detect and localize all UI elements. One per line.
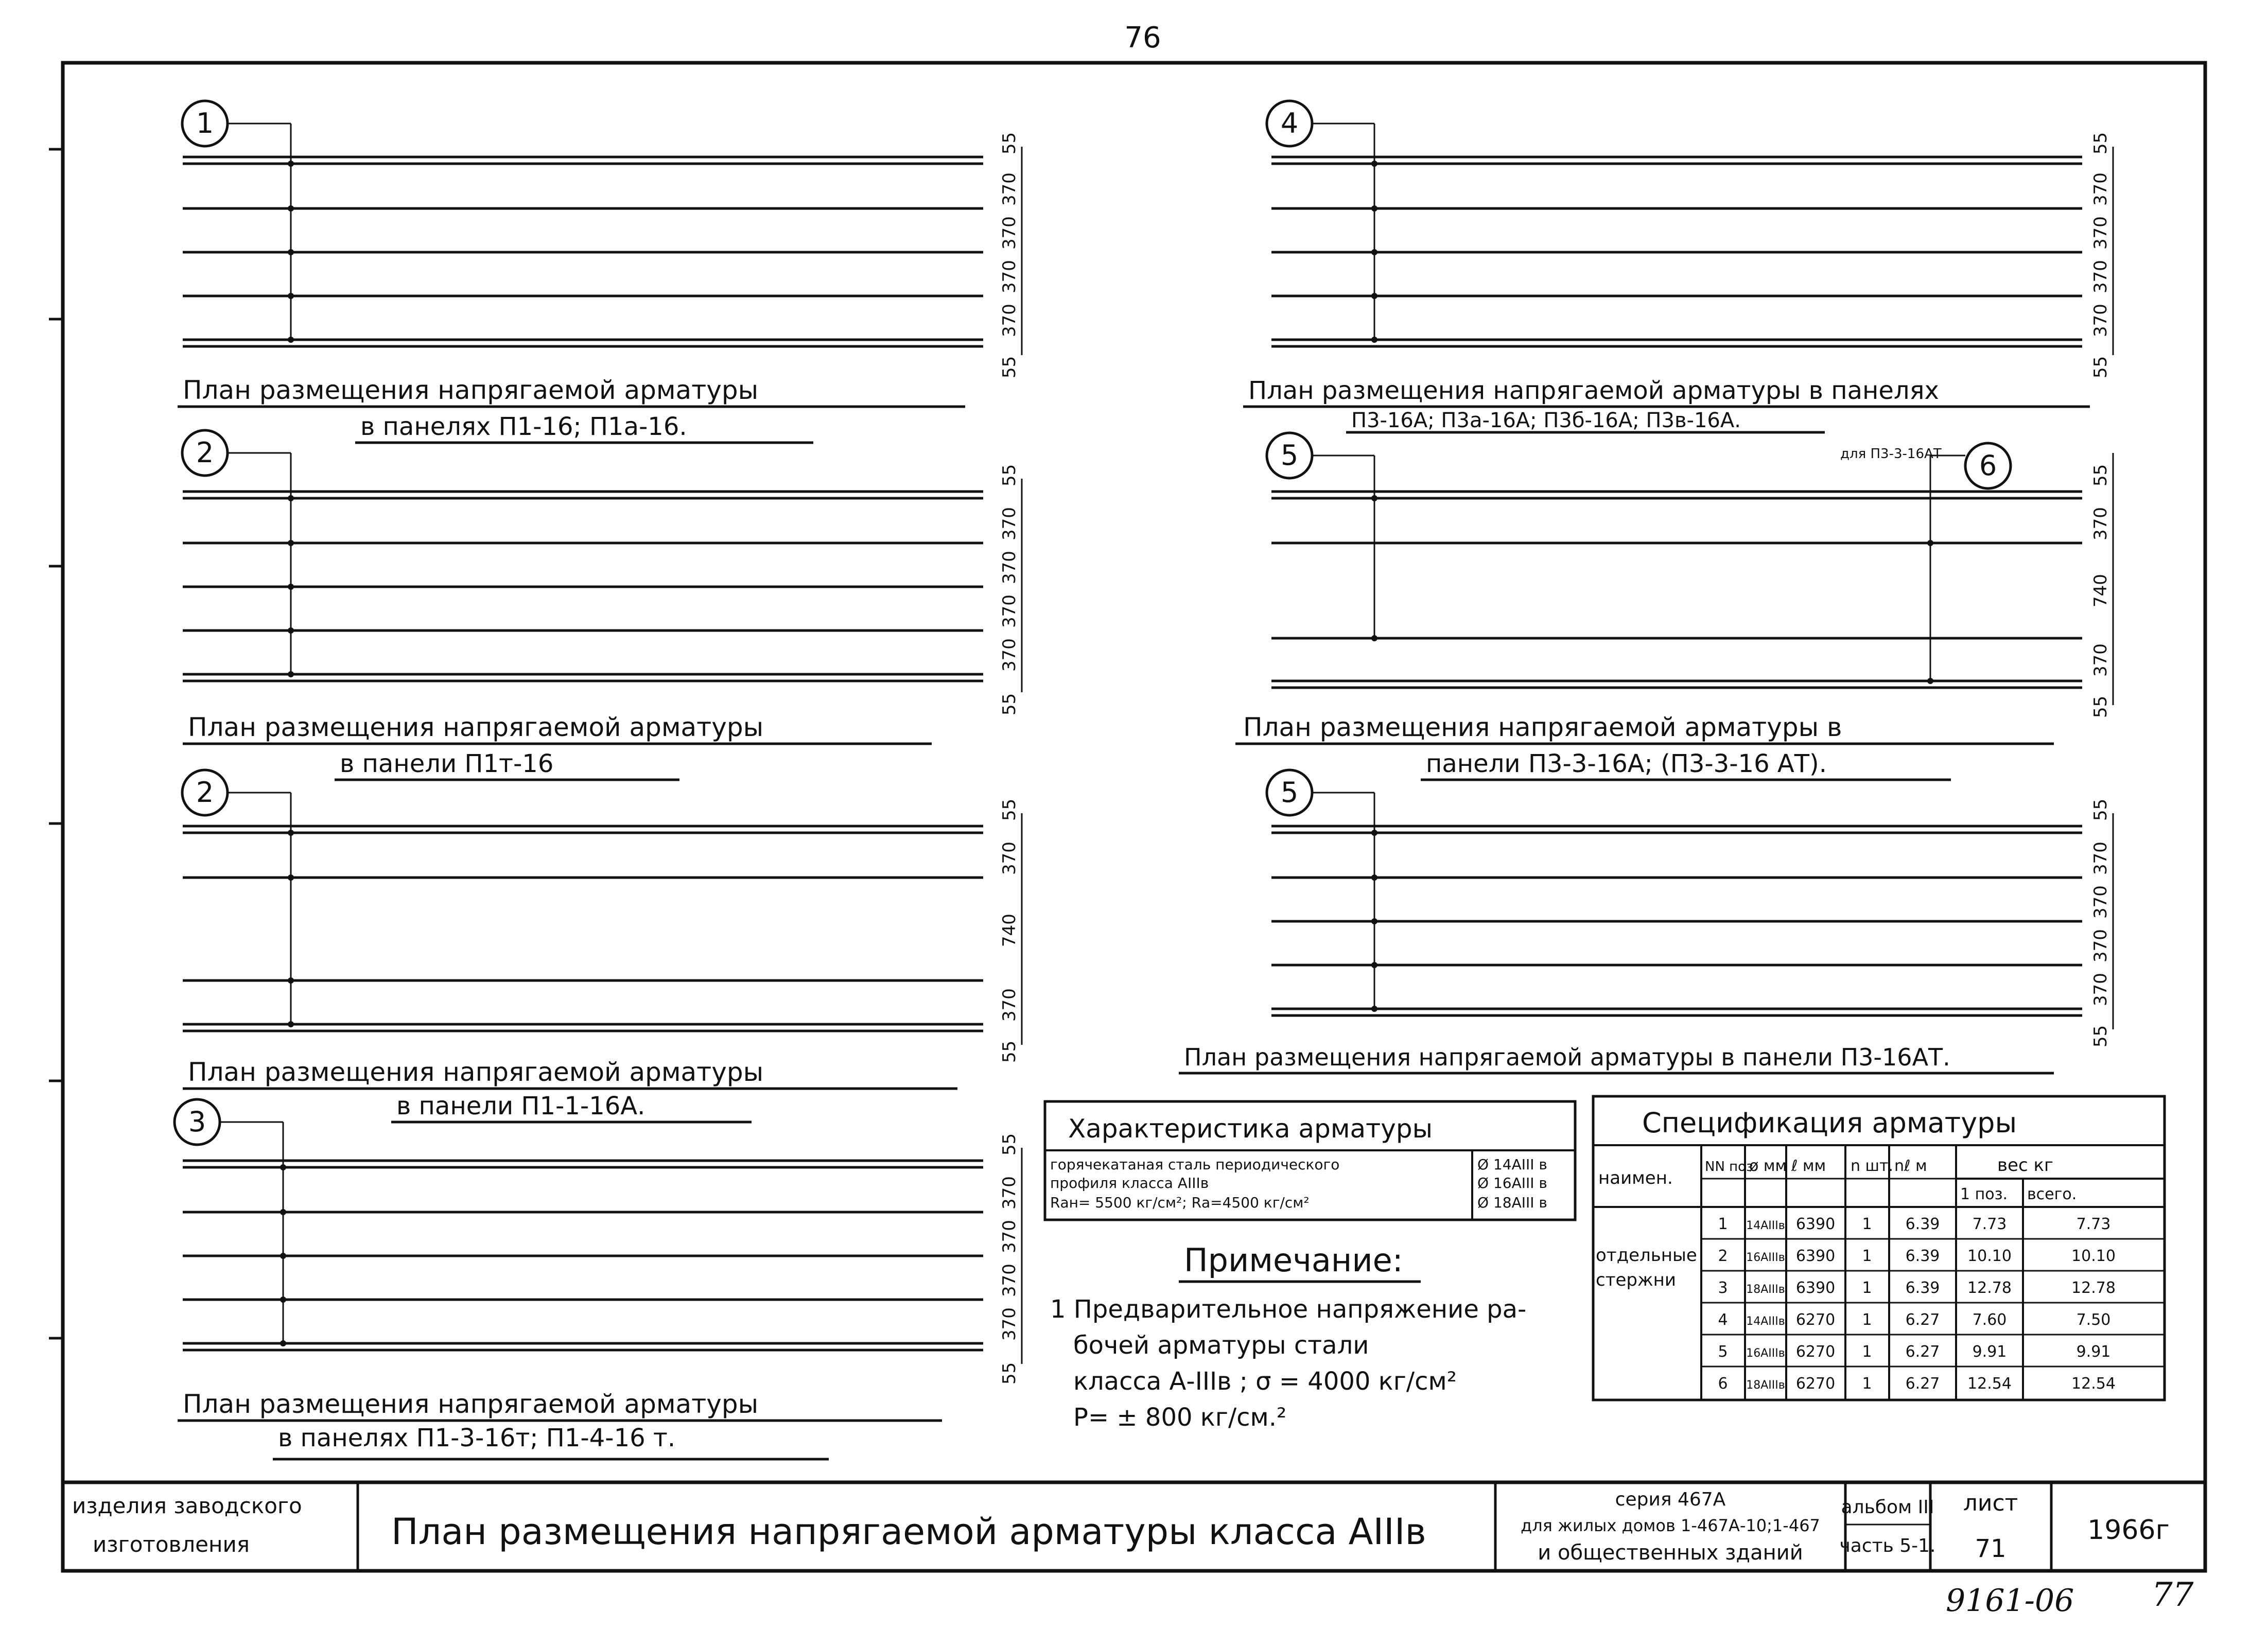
dim-label: 55: [2090, 356, 2111, 378]
characteristics-table: [1045, 1101, 1575, 1220]
spec-cell-dia: 16АIIIв: [1746, 1347, 1785, 1360]
characteristics-line: Rан= 5500 кг/см²; Rа=4500 кг/см²: [1050, 1194, 1310, 1211]
plan-5-caption-line-2: П3-16А; П3а-16А; П3б-16А; П3в-16А.: [1351, 409, 1741, 432]
spec-cell-pos: 2: [1718, 1247, 1728, 1265]
plan-3-caption-line-1: План размещения напрягаемой арматуры: [188, 1057, 764, 1087]
specification-table: [1593, 1096, 2165, 1400]
spec-cell-w1: 7.73: [1972, 1215, 2007, 1233]
dim-label: 55: [999, 1040, 1020, 1063]
dim-label: 370: [999, 507, 1020, 540]
dim-label: 740: [2090, 574, 2111, 607]
spec-cell-n: 1: [1862, 1311, 1872, 1329]
spec-cell-n: 1: [1862, 1215, 1872, 1233]
dim-label: 370: [999, 304, 1020, 337]
plan-6-caption-line-2: панели П3-3-16А; (П3-3-16 АТ).: [1426, 749, 1827, 778]
dim-label: 370: [999, 1307, 1020, 1341]
position-marker-2-label: 2: [196, 436, 214, 469]
header-name: наимен.: [1598, 1168, 1673, 1188]
plan-1: [178, 101, 1022, 443]
dim-label: 55: [999, 693, 1020, 715]
marker-6-note: для П3-3-16АТ: [1840, 446, 1942, 462]
note-block: [1050, 1241, 1526, 1432]
spec-cell-dia: 14АIIIв: [1746, 1219, 1785, 1232]
plan-3-caption-line-2: в панели П1-1-16А.: [396, 1092, 645, 1120]
dim-label: 55: [999, 798, 1020, 821]
spec-cell-dia: 16АIIIв: [1746, 1251, 1785, 1264]
title-block-main: План размещения напрягаемой арматуры класса АIIIв: [391, 1511, 1426, 1553]
title-block-series-line-3: и общественных зданий: [1538, 1541, 1803, 1565]
dim-label: 370: [2090, 507, 2111, 540]
spec-cell-nl: 6.27: [1905, 1375, 1940, 1393]
dim-label: 370: [999, 1220, 1020, 1253]
dim-label: 55: [999, 1133, 1020, 1155]
dim-label: 55: [2090, 695, 2111, 718]
dim-label: 55: [999, 464, 1020, 486]
header-weight-one: 1 поз.: [1960, 1185, 2008, 1203]
plan-4-caption-line-1: План размещения напрягаемой арматуры: [183, 1389, 759, 1419]
plan-5-caption-line-1: План размещения напрягаемой арматуры в панелях: [1248, 376, 1939, 405]
spec-cell-w1: 9.91: [1972, 1343, 2007, 1361]
spec-cell-pos: 1: [1718, 1215, 1728, 1233]
title-block-sheet-label: лист: [1963, 1490, 2018, 1516]
spec-cell-wtot: 7.73: [2076, 1215, 2111, 1233]
dim-label: 370: [999, 1176, 1020, 1210]
position-marker-4-label: 4: [1280, 107, 1299, 139]
position-marker-1-label: 1: [196, 107, 214, 139]
dim-label: 370: [2090, 260, 2111, 293]
spec-cell-w1: 7.60: [1972, 1311, 2007, 1329]
plan-4: [175, 1099, 1022, 1459]
header-len: ℓ мм: [1791, 1157, 1826, 1175]
note-line: класса А-IIIв ; σ = 4000 кг/см²: [1073, 1367, 1457, 1396]
spec-cell-nl: 6.39: [1905, 1279, 1940, 1297]
characteristics-title: Характеристика арматуры: [1068, 1114, 1433, 1144]
dim-label: 370: [999, 1264, 1020, 1297]
spec-cell-len: 6390: [1795, 1215, 1836, 1233]
plan-2-caption-line-1: План размещения напрягаемой арматуры: [188, 712, 764, 742]
dim-label: 370: [2090, 216, 2111, 250]
position-marker-5-label: 5: [1280, 439, 1299, 471]
spec-cell-wtot: 10.10: [2071, 1247, 2116, 1265]
dim-label: 370: [2090, 973, 2111, 1006]
characteristics-diameter: Ø 16АIII в: [1477, 1175, 1547, 1192]
spec-cell-nl: 6.39: [1905, 1247, 1940, 1265]
spec-cell-wtot: 12.78: [2071, 1279, 2116, 1297]
note-line: P= ± 800 кг/см.²: [1073, 1403, 1287, 1432]
spec-cell-nl: 6.27: [1905, 1343, 1940, 1361]
header-count: n шт.: [1851, 1157, 1894, 1175]
dim-label: 55: [2090, 1025, 2111, 1047]
spec-cell-n: 1: [1862, 1375, 1872, 1393]
header-weight: вес кг: [1997, 1155, 2053, 1176]
spec-cell-w1: 12.78: [1967, 1279, 2012, 1297]
spec-cell-wtot: 7.50: [2076, 1311, 2111, 1329]
binding-ticks: [49, 149, 63, 1338]
plan-4-caption-line-2: в панелях П1-3-16т; П1-4-16 т.: [278, 1424, 676, 1452]
spec-cell-pos: 4: [1718, 1311, 1728, 1329]
spec-cell-len: 6270: [1795, 1375, 1836, 1393]
dim-label: 370: [2090, 929, 2111, 962]
spec-cell-pos: 6: [1718, 1375, 1728, 1393]
spec-cell-w1: 10.10: [1967, 1247, 2012, 1265]
dim-label: 370: [2090, 643, 2111, 677]
note-line: 1 Предварительное напряжение ра-: [1050, 1295, 1527, 1324]
spec-cell-dia: 18АIIIв: [1746, 1283, 1785, 1296]
dim-label: 370: [999, 216, 1020, 250]
header-nl: nℓ м: [1894, 1157, 1927, 1175]
page-number-bottom: 77: [2152, 1576, 2194, 1614]
spec-cell-dia: 18АIIIв: [1746, 1379, 1785, 1392]
spec-cell-len: 6270: [1795, 1311, 1836, 1329]
title-block-year: 1966г: [2087, 1515, 2170, 1546]
position-marker-3-label: 3: [188, 1106, 206, 1138]
spec-cell-len: 6390: [1795, 1279, 1836, 1297]
dim-label: 370: [999, 551, 1020, 584]
spec-cell-dia: 14АIIIв: [1746, 1315, 1785, 1328]
position-marker-2b-label: 2: [196, 776, 214, 809]
plan-5: [1243, 101, 2113, 432]
dim-label: 370: [999, 172, 1020, 206]
title-block-series-line-2: для жилых домов 1-467А-10;1-467: [1521, 1516, 1820, 1535]
dim-label: 55: [2090, 798, 2111, 821]
dim-label: 370: [2090, 842, 2111, 875]
dim-label: 55: [2090, 132, 2111, 154]
characteristics-line: профиля класса АIIIв: [1050, 1175, 1209, 1192]
spec-cell-pos: 3: [1718, 1279, 1728, 1297]
plan-7: [1179, 770, 2113, 1073]
plan-7-caption: План размещения напрягаемой арматуры в панели П3-16АТ.: [1184, 1043, 1950, 1071]
group-label: отдельные стержни: [1596, 1245, 1697, 1290]
plan-6: [1235, 433, 2113, 780]
spec-cell-wtot: 9.91: [2076, 1343, 2111, 1361]
title-block-left-line-2: изготовления: [93, 1532, 250, 1557]
spec-cell-wtot: 12.54: [2071, 1375, 2116, 1393]
title-block-sheet-number: 71: [1975, 1534, 2007, 1563]
note-title: Примечание:: [1184, 1241, 1403, 1279]
spec-cell-n: 1: [1862, 1343, 1872, 1361]
position-marker-5b-label: 5: [1280, 776, 1299, 809]
spec-cell-len: 6390: [1795, 1247, 1836, 1265]
spec-cell-n: 1: [1862, 1247, 1872, 1265]
plan-3: [182, 770, 1022, 1122]
dim-label: 370: [999, 988, 1020, 1022]
dim-label: 370: [2090, 304, 2111, 337]
dim-label: 55: [999, 132, 1020, 154]
title-block-series-line-1: серия 467А: [1615, 1489, 1726, 1510]
spec-cell-nl: 6.39: [1905, 1215, 1940, 1233]
dim-label: 370: [2090, 885, 2111, 919]
dim-label: 55: [999, 356, 1020, 378]
dim-label: 55: [999, 1362, 1020, 1385]
dim-label: 370: [999, 842, 1020, 875]
spec-cell-nl: 6.27: [1905, 1311, 1940, 1329]
position-marker-6-label: 6: [1979, 449, 1997, 482]
title-block-left-line-1: изделия заводского: [72, 1493, 302, 1518]
title-block-album: альбом III: [1841, 1497, 1934, 1518]
page-number-top: 76: [1124, 21, 1161, 55]
characteristics-diameter: Ø 14АIII в: [1477, 1156, 1547, 1173]
spec-cell-n: 1: [1862, 1279, 1872, 1297]
dim-label: 370: [2090, 172, 2111, 206]
spec-cell-pos: 5: [1718, 1343, 1728, 1361]
dim-label: 370: [999, 260, 1020, 293]
spec-cell-w1: 12.54: [1967, 1375, 2012, 1393]
header-dia: ø мм: [1749, 1157, 1787, 1175]
title-block-part: часть 5-1.: [1839, 1535, 1936, 1556]
specification-title: Спецификация арматуры: [1642, 1107, 2017, 1139]
dim-label: 740: [999, 914, 1020, 947]
plan-6-caption-line-1: План размещения напрягаемой арматуры в: [1243, 712, 1842, 742]
spec-cell-len: 6270: [1795, 1343, 1836, 1361]
characteristics-line: горячекатаная сталь периодического: [1050, 1156, 1340, 1173]
characteristics-diameter: Ø 18АIII в: [1477, 1194, 1547, 1211]
note-line: бочей арматуры стали: [1073, 1331, 1369, 1360]
plan-1-caption-line-2: в панелях П1-16; П1а-16.: [360, 412, 687, 441]
plan-1-caption-line-1: План размещения напрягаемой арматуры: [183, 375, 759, 405]
dim-label: 370: [999, 638, 1020, 672]
dim-label: 55: [2090, 464, 2111, 486]
header-weight-total: всего.: [2027, 1185, 2077, 1203]
plan-2: [182, 430, 1022, 780]
plan-2-caption-line-2: в панели П1т-16: [340, 749, 554, 778]
dim-label: 370: [999, 594, 1020, 628]
archive-number: 9161-06: [1946, 1583, 2074, 1619]
header-pos: NN поз.: [1705, 1159, 1758, 1175]
title-block: [63, 1482, 2205, 1571]
